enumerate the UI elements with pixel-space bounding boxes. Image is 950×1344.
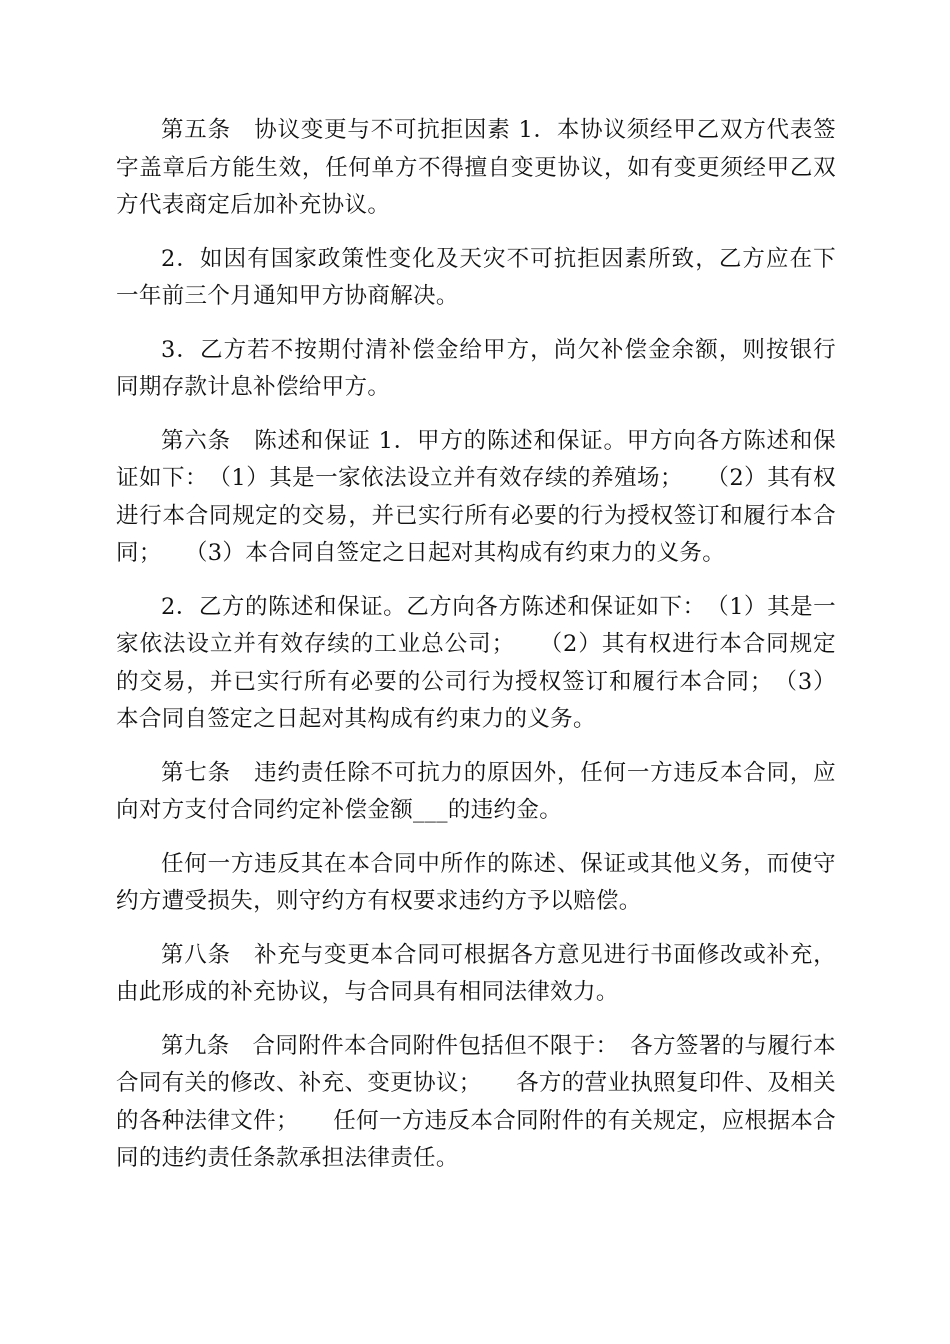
paragraph-article-5-item-3: 3．乙方若不按期付清补偿金给甲方，尚欠补偿金余额，则按银行同期存款计息补偿给甲方。 — [116, 336, 836, 400]
paragraph-article-5-item-2: 2．如因有国家政策性变化及天灾不可抗拒因素所致，乙方应在下一年前三个月通知甲方协商解决。 — [116, 245, 836, 309]
paragraph-article-7-damages: 任何一方违反其在本合同中所作的陈述、保证或其他义务，而使守约方遭受损失，则守约方有权要求违约方予以赔偿。 — [116, 850, 836, 914]
paragraph-article-9: 第九条 合同附件本合同附件包括但不限于： 各方签署的与履行本合同有关的修改、补充、变更协议； 各方的营业执照复印件、及相关的各种法律文件； 任何一方违反本合同附件的有关规定，应根据本合同的违约责任条款承担法律责任。 — [116, 1032, 836, 1171]
document-body — [116, 112, 836, 1194]
paragraph-article-6: 第六条 陈述和保证 1．甲方的陈述和保证。甲方向各方陈述和保证如下： （1）其是一家依法设立并有效存续的养殖场； （2）其有权进行本合同规定的交易，并已实行所有必要的行为授权签订和履行本合同； （3）本合同自签定之日起对其构成有约束力的义务。 — [116, 427, 836, 566]
paragraph-article-6-item-2: 2．乙方的陈述和保证。乙方向各方陈述和保证如下： （1）其是一家依法设立并有效存续的工业总公司； （2）其有权进行本合同规定的交易，并已实行所有必要的公司行为授权签订和履行本合同； （3）本合同自签定之日起对其构成有约束力的义务。 — [116, 593, 836, 732]
paragraph-article-8: 第八条 补充与变更本合同可根据各方意见进行书面修改或补充，由此形成的补充协议，与合同具有相同法律效力。 — [116, 941, 836, 1005]
paragraph-article-5: 第五条 协议变更与不可抗拒因素 1．本协议须经甲乙双方代表签字盖章后方能生效，任何单方不得擅自变更协议，如有变更须经甲乙双方代表商定后加补充协议。 — [116, 117, 836, 218]
paragraph-article-7: 第七条 违约责任除不可抗力的原因外，任何一方违反本合同，应向对方支付合同约定补偿金额___的违约金。 — [116, 759, 836, 823]
